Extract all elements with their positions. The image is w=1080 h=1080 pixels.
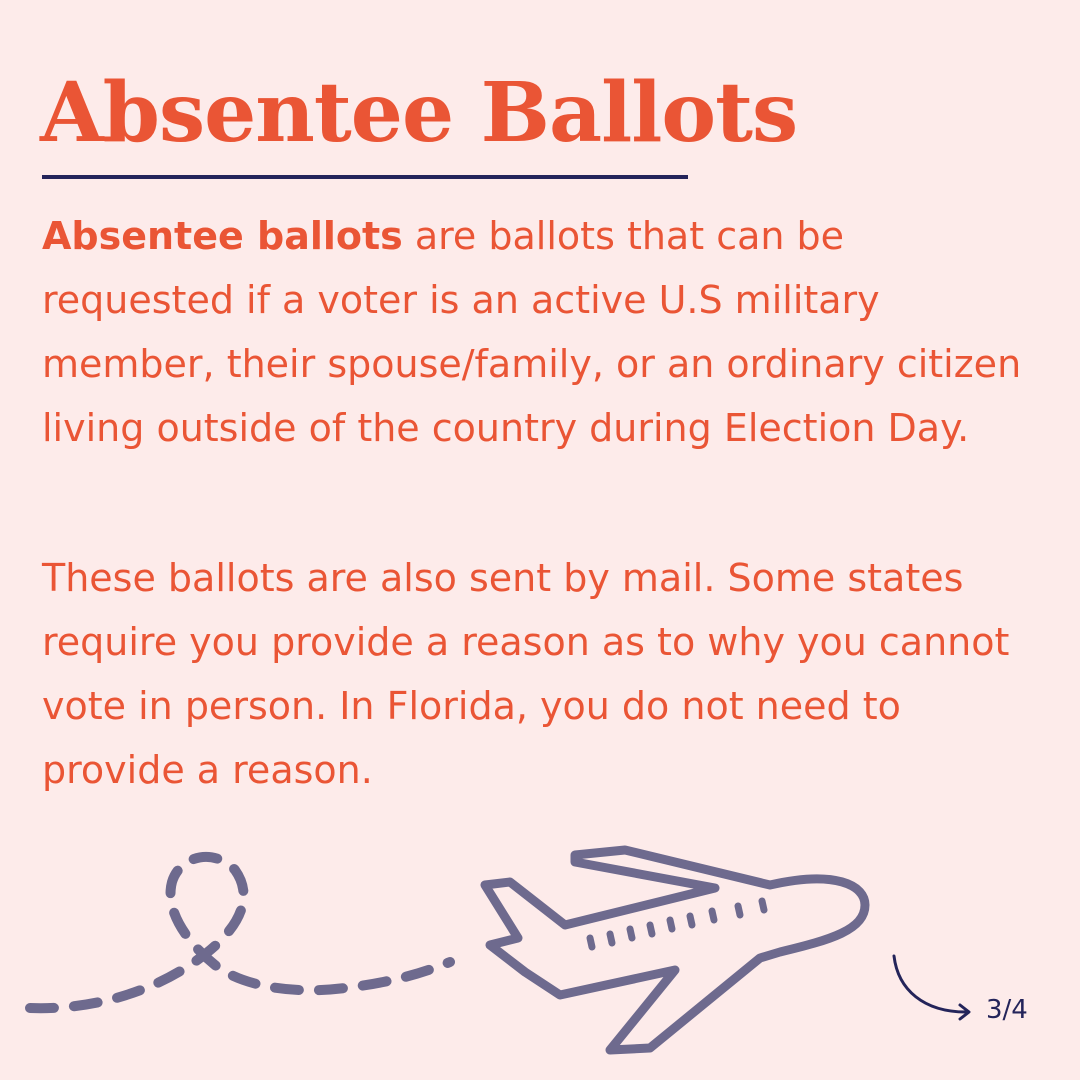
mail-info-paragraph: These ballots are also sent by mail. Some states require you provide a reason as to why you cannot vote in person. In Florida, you do not need to provide a reason. xyxy=(42,556,1010,792)
title-underline xyxy=(42,175,688,179)
page-indicator: 3/4 xyxy=(986,995,1028,1025)
page-title: Absentee Ballots xyxy=(40,65,798,161)
definition-text: are ballots that can be requested if a voter is an active U.S military member, their spouse/family, or an ordinary citizen living outside of the country during Election Day. xyxy=(42,214,1022,450)
definition-term: Absentee ballots xyxy=(42,214,403,258)
dashed-flight-path xyxy=(30,857,450,1008)
definition-paragraph xyxy=(42,204,1042,460)
airplane-illustration xyxy=(0,830,900,1070)
curved-arrow-icon xyxy=(884,950,984,1030)
airplane-icon xyxy=(485,850,865,1050)
